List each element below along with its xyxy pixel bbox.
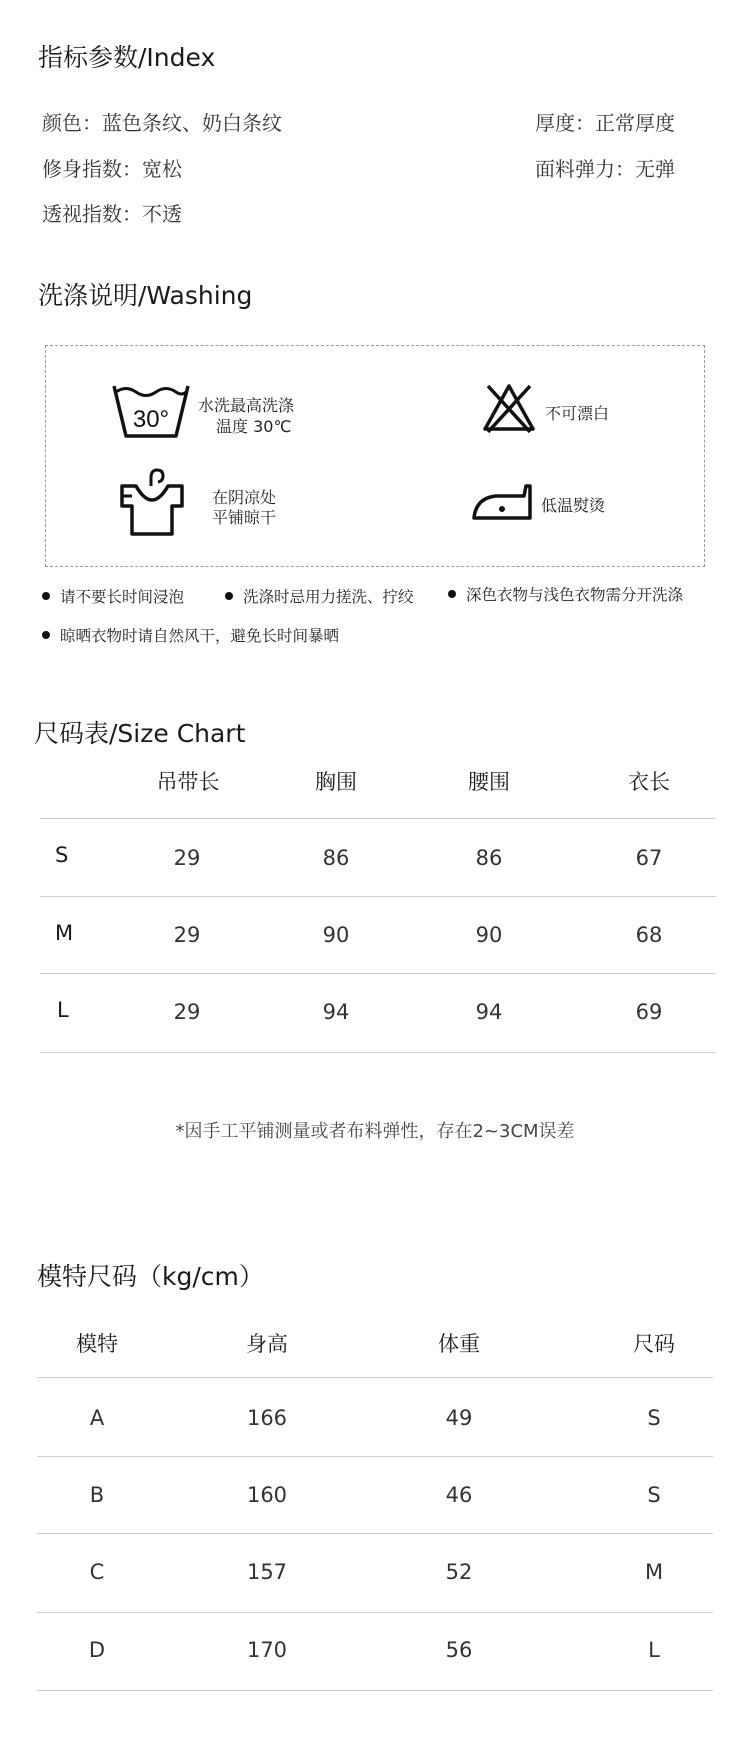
model-header-height: 身高 [246,1332,288,1356]
model-cell: 166 [246,1406,288,1430]
low-iron-text: 低温熨烫 [541,496,606,515]
size-divider [40,1052,716,1053]
size-row-label: M [55,921,74,945]
model-divider [37,1377,713,1378]
model-cell: M [644,1560,664,1584]
shade-dry-text-line2: 平铺晾干 [212,508,277,527]
model-cell: 160 [246,1483,288,1507]
model-cell: A [89,1406,105,1430]
measurement-footnote: *因手工平铺测量或者布料弹性，存在2~3CM误差 [175,1121,575,1142]
no-bleach-icon [482,382,536,434]
param-color: 颜色：蓝色条纹、奶白条纹 [42,111,282,135]
size-cell: 90 [475,923,503,947]
size-row-label: S [55,843,69,867]
size-header-strap: 吊带长 [156,770,220,794]
washing-title: 洗涤说明/Washing [38,281,253,310]
model-cell: C [89,1560,105,1584]
model-divider [37,1612,713,1613]
index-title: 指标参数/Index [38,43,216,72]
model-cell: S [647,1406,661,1430]
size-cell: 94 [475,1000,503,1024]
size-cell: 68 [635,923,663,947]
wash-30-icon [112,382,190,440]
bullet-dot [225,592,233,600]
washing-note-text: 请不要长时间浸泡 [60,588,185,606]
bullet-dot [42,631,50,639]
no-bleach-text: 不可漂白 [545,404,610,423]
washing-note-text: 深色衣物与浅色衣物需分开洗涤 [466,586,684,604]
model-cell: L [648,1638,660,1662]
model-header-model: 模特 [76,1332,118,1356]
size-cell: 86 [475,846,503,870]
model-cell: 46 [445,1483,473,1507]
bullet-dot [448,590,456,598]
washing-note-text: 洗涤时忌用力搓洗、拧绞 [243,588,414,606]
size-cell: 69 [635,1000,663,1024]
low-iron-icon [470,482,534,524]
size-divider [40,896,716,897]
washing-note [42,624,339,646]
washing-note [448,583,683,605]
model-header-weight: 体重 [438,1332,480,1356]
model-divider [37,1690,713,1691]
size-cell: 94 [322,1000,350,1024]
model-cell: 170 [246,1638,288,1662]
size-cell: 90 [322,923,350,947]
washing-note [225,585,414,607]
param-fit: 修身指数：宽松 [42,157,182,181]
model-divider [37,1456,713,1457]
model-cell: 52 [445,1560,473,1584]
size-cell: 67 [635,846,663,870]
size-cell: 29 [173,923,201,947]
shade-dry-text-line1: 在阴凉处 [212,488,277,507]
param-thickness: 厚度：正常厚度 [535,111,675,135]
param-elasticity: 面料弹力：无弹 [535,157,675,181]
size-cell: 29 [173,846,201,870]
size-cell: 29 [173,1000,201,1024]
size-header-waist: 腰围 [468,770,510,794]
model-cell: 157 [246,1560,288,1584]
bullet-dot [42,592,50,600]
model-cell: B [89,1483,105,1507]
shade-dry-icon [118,466,188,538]
model-header-size: 尺码 [633,1332,675,1356]
wash-temp-text: 30° [132,406,170,433]
wash-text-line2: 温度 30℃ [216,417,292,436]
wash-text-line1: 水洗最高洗涤 [198,396,295,415]
size-divider [40,818,716,819]
model-cell: 49 [445,1406,473,1430]
model-size-title: 模特尺码（kg/cm） [37,1262,264,1291]
model-cell: S [647,1483,661,1507]
size-chart-title: 尺码表/Size Chart [34,719,246,748]
model-cell: 56 [445,1638,473,1662]
param-transparency: 透视指数：不透 [42,202,182,226]
size-header-length: 衣长 [628,770,670,794]
washing-note-text: 晾晒衣物时请自然风干，避免长时间暴晒 [60,627,340,645]
washing-note [42,585,184,607]
size-divider [40,973,716,974]
size-header-bust: 胸围 [315,770,357,794]
size-row-label: L [57,998,69,1022]
model-cell: D [88,1638,106,1662]
size-cell: 86 [322,846,350,870]
model-divider [37,1533,713,1534]
